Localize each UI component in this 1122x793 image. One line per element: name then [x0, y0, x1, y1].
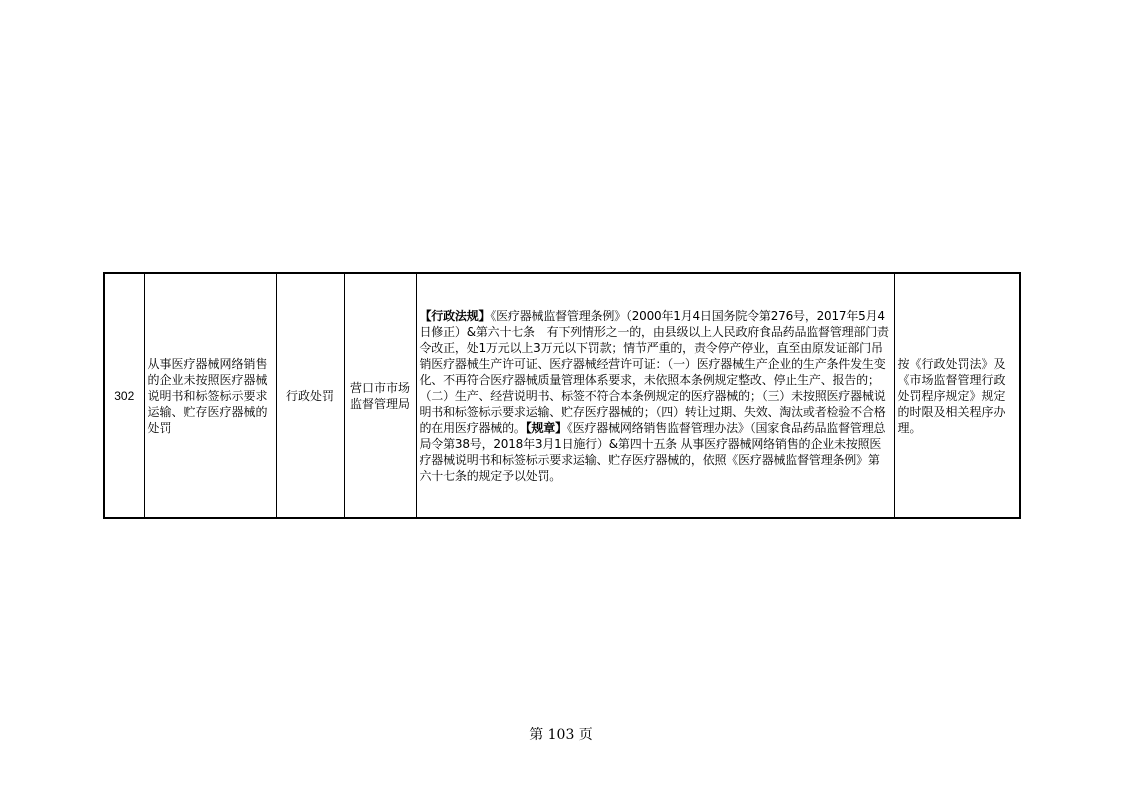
- basis-tag-regulation: 【行政法规】: [419, 308, 491, 323]
- basis-text-rule: 《医疗器械网络销售监督管理办法》（国家食品药品监督管理总局令第38号，2018年3月1日施行）&第四十五条 从事医疗器械网络销售的企业未按照医疗器械说明书和标签标示要求运输、贮存医疗器械的，依照《医疗器械监督管理条例》第六十七条的规定予以处罚。: [419, 420, 886, 483]
- legal-basis: [416, 273, 894, 518]
- procedure-note: 按《行政处罚法》及《市场监督管理行政处罚程序规定》规定的时限及相关程序办理。: [894, 273, 1020, 518]
- item-type: 行政处罚: [276, 273, 344, 518]
- page-number: 第 103 页: [529, 727, 593, 743]
- penalty-table: [103, 272, 1021, 519]
- responsible-org: 营口市市场监督管理局: [344, 273, 416, 518]
- basis-text-regulation: 《医疗器械监督管理条例》（2000年1月4日国务院令第276号，2017年5月4日修正）&第六十七条 有下列情形之一的，由县级以上人民政府食品药品监督管理部门责令改正，处1万元以上3万元以下罚款；情节严重的，责令停产停业，直至由原发证部门吊销医疗器械生产许可证、医疗器械经营许可证：（一）医疗器械生产企业的生产条件发生变化、不再符合医疗器械质量管理体系要求，未依照本条例规定整改、停止生产、报告的；（二）生产、经营说明书、标签不符合本条例规定的医疗器械的；（三）未按照医疗器械说明书和标签标示要求运输、贮存医疗器械的；（四）转让过期、失效、淘汰或者检验不合格的在用医疗器械的。: [419, 308, 889, 435]
- table-row: [104, 273, 1020, 518]
- row-number: 302: [104, 273, 144, 518]
- item-name: 从事医疗器械网络销售的企业未按照医疗器械说明书和标签标示要求运输、贮存医疗器械的处罚: [144, 273, 276, 518]
- basis-tag-rule: 【规章】: [525, 420, 567, 435]
